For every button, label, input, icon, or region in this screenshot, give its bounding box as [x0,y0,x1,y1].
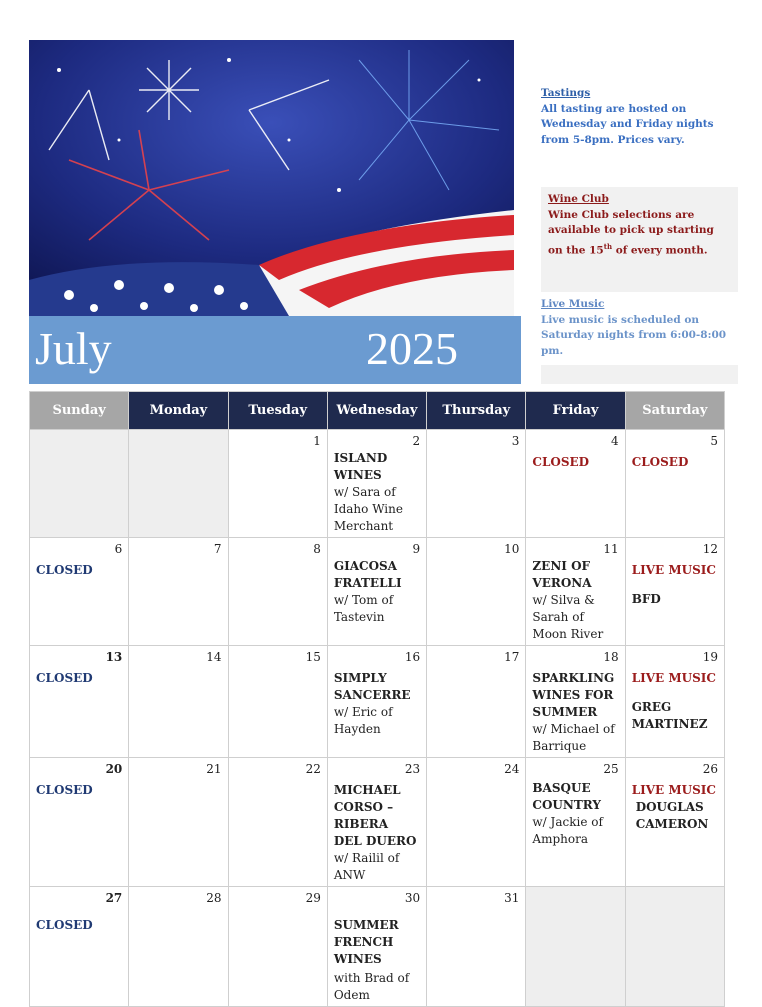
day-number: 17 [504,650,520,664]
closed-label: CLOSED [36,918,93,932]
tastings-panel [541,86,738,148]
weekday-saturday: Saturday [625,392,724,430]
event-title: SPARKLING WINES FOR SUMMER [532,671,615,719]
day-number: 26 [702,762,718,776]
day-cell-12 [625,538,724,646]
day-number: 14 [206,650,222,664]
day-cell-11 [526,538,625,646]
day-number: 30 [404,891,421,905]
day-cell-31 [427,887,526,1007]
day-number: 19 [702,650,718,664]
day-number: 22 [305,762,321,776]
day-cell-2 [327,430,426,538]
month-name: July [35,323,112,374]
day-number: 5 [710,434,718,448]
day-cell-29 [228,887,327,1007]
day-cell-30 [327,887,426,1007]
wine-club-title: Wine Club [548,193,609,205]
day-cell-empty [625,887,724,1007]
band-name: BFD [631,592,661,606]
day-cell-27 [30,887,129,1007]
day-cell-7 [129,538,228,646]
day-cell-21 [129,758,228,887]
tastings-text: All tasting are hosted on Wednesday and Friday nights from 5-8pm. Prices vary. [541,102,714,146]
closed-label: CLOSED [532,455,590,469]
day-cell-26 [625,758,724,887]
month-header [29,316,521,384]
day-number: 1 [313,434,321,448]
day-number: 10 [504,542,520,556]
day-cell-15 [228,646,327,758]
day-cell-1 [228,430,327,538]
day-number: 3 [511,434,520,448]
day-cell-5 [625,430,724,538]
weekday-sunday: Sunday [30,392,129,430]
week-row [30,430,725,538]
live-music-panel [541,297,738,359]
day-cell-16 [327,646,426,758]
day-number: 29 [305,891,321,905]
day-cell-23 [327,758,426,887]
day-number: 2 [412,434,421,448]
closed-label: CLOSED [36,671,93,685]
day-cell-empty [526,887,625,1007]
live-music-title: Live Music [541,298,605,310]
wine-club-panel [541,187,738,292]
event-host: with Brad of Odem [333,971,410,1002]
day-cell-3 [427,430,526,538]
day-number: 4 [611,434,619,448]
event-host: w/ Michael of Barrique [532,722,615,753]
day-cell-14 [129,646,228,758]
day-number: 21 [206,762,222,776]
closed-label: CLOSED [36,563,93,577]
day-cell-28 [129,887,228,1007]
event-host: w/ Eric of Hayden [333,705,393,736]
wine-club-text-before: Wine Club selections are available to pick up starting on the 15 [548,208,714,256]
event-title: ZENI OF VERONA [532,559,592,590]
live-music-label: LIVE MUSIC [631,563,716,577]
event-title: ISLAND WINES [333,451,388,482]
tastings-title: Tastings [541,87,591,99]
day-number: 13 [105,650,123,664]
day-cell-10 [427,538,526,646]
event-title: SUMMER FRENCH WINES [333,918,399,966]
day-cell-18 [526,646,625,758]
day-number: 7 [213,542,222,556]
band-name: GREG MARTINEZ [631,700,708,731]
wine-club-sup: th [603,241,613,251]
day-cell-empty [129,430,228,538]
weekday-header-row [30,392,725,430]
day-number: 18 [603,650,619,664]
week-row [30,758,725,887]
day-cell-20 [30,758,129,887]
live-music-label: LIVE MUSIC [631,783,716,797]
weekday-friday: Friday [526,392,625,430]
wine-club-text-after: of every month. [612,244,708,256]
day-number: 8 [313,542,321,556]
day-cell-25 [526,758,625,887]
event-host: w/ Railil of ANW [333,851,400,882]
week-row [30,538,725,646]
day-cell-9 [327,538,426,646]
event-title: MICHAEL CORSO – RIBERA DEL DUERO [333,783,417,848]
weekday-monday: Monday [129,392,228,430]
day-cell-24 [427,758,526,887]
day-cell-13 [30,646,129,758]
day-cell-empty [30,430,129,538]
weekday-tuesday: Tuesday [228,392,327,430]
day-cell-17 [427,646,526,758]
day-number: 9 [412,542,421,556]
live-music-text: Live music is scheduled on Saturday nights from 6:00-8:00 pm. [541,313,727,357]
event-title: BASQUE COUNTRY [532,781,601,812]
day-number: 16 [404,650,421,664]
weekday-wednesday: Wednesday [327,392,426,430]
week-row [30,646,725,758]
event-title: SIMPLY SANCERRE [333,671,411,702]
day-cell-6 [30,538,129,646]
year: 2025 [366,323,458,374]
event-host: w/ Tom of Tastevin [333,593,394,624]
event-host: w/ Silva & Sarah of Moon River [532,593,604,641]
day-cell-22 [228,758,327,887]
week-row [30,887,725,1007]
calendar-grid [29,391,725,1007]
day-number: 12 [702,542,718,556]
event-title: GIACOSA FRATELLI [333,559,402,590]
event-host: w/ Sara of Idaho Wine Merchant [333,485,403,533]
closed-label: CLOSED [36,783,93,797]
fireworks-flag-image [29,40,514,316]
weekday-thursday: Thursday [427,392,526,430]
day-cell-4 [526,430,625,538]
day-number: 20 [105,762,123,776]
day-number: 15 [305,650,321,664]
band-name: DOUGLAS CAMERON [635,800,709,831]
day-number: 24 [504,762,520,776]
day-number: 25 [603,762,619,776]
side-divider [541,365,738,384]
event-host: w/ Jackie of Amphora [532,815,603,846]
closed-label: CLOSED [631,455,689,469]
day-number: 31 [504,891,520,905]
day-number: 6 [114,542,123,556]
live-music-label: LIVE MUSIC [631,671,716,685]
day-number: 23 [404,762,421,776]
day-cell-19 [625,646,724,758]
day-number: 28 [206,891,222,905]
day-number: 27 [105,891,123,905]
day-cell-8 [228,538,327,646]
day-number: 11 [603,542,619,556]
